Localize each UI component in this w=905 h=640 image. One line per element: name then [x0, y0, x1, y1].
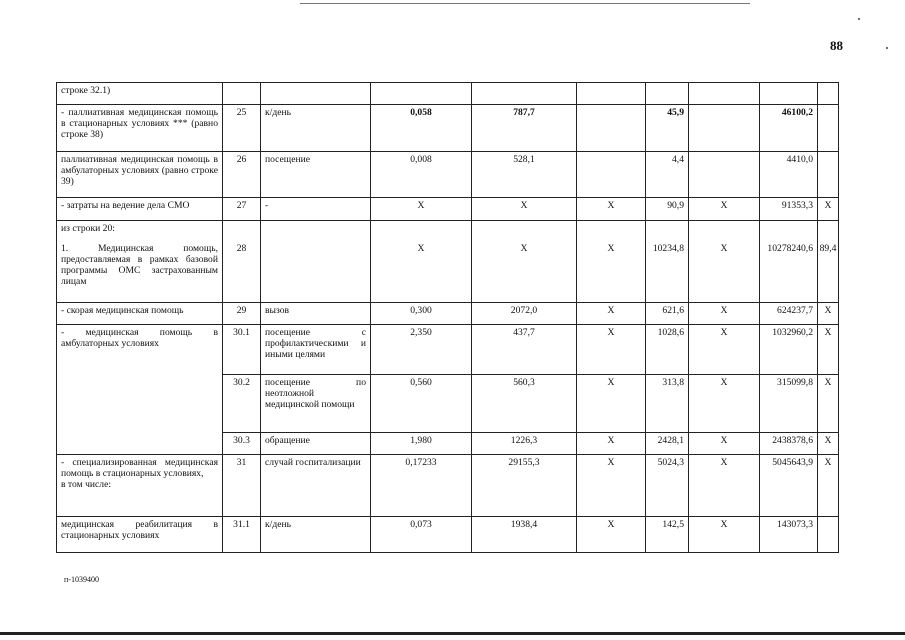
cell-c5: 1938,4 [472, 517, 577, 553]
cell-c6: Х [577, 303, 646, 325]
cell-c7: 2428,1 [646, 433, 689, 455]
cell-c10 [818, 83, 839, 105]
cell-c9: 10278240,6 [760, 221, 818, 303]
cell-c4: 0,058 [371, 105, 472, 152]
cell-c5: 787,7 [472, 105, 577, 152]
table-row [57, 105, 839, 152]
cell-c10: Х [818, 455, 839, 517]
row-name-cell [57, 83, 223, 105]
row-unit: обращение [261, 433, 371, 455]
cell-c10: Х [818, 433, 839, 455]
cell-c9: 1032960,2 [760, 325, 818, 375]
cell-c10: Х [818, 325, 839, 375]
row-name-cell [57, 198, 223, 221]
cell-c9: 624237,7 [760, 303, 818, 325]
row-name: - медицинская помощь в амбулаторных условиях [61, 327, 218, 349]
cell-c8 [689, 152, 760, 198]
cell-c5: Х [472, 221, 577, 303]
cell-c7: 142,5 [646, 517, 689, 553]
data-table [56, 82, 839, 553]
row-name: паллиативная медицинская помощь в амбулаторных условиях (равно строке 39) [61, 154, 218, 187]
cell-c9: 91353,3 [760, 198, 818, 221]
cell-c8: Х [689, 455, 760, 517]
row-name: из строки 20: [61, 223, 115, 234]
document-id: п-1039400 [64, 575, 99, 584]
row-number: 25 [223, 105, 261, 152]
row-number: 31.1 [223, 517, 261, 553]
cell-c7: 10234,8 [646, 221, 689, 303]
cell-c5: Х [472, 198, 577, 221]
cell-c4: 0,17233 [371, 455, 472, 517]
row-unit: посещение [261, 152, 371, 198]
row-number: 30.3 [223, 433, 261, 455]
cell-c8: Х [689, 375, 760, 433]
row-name: 1. Медицинская помощь, предоставляемая в рамках базовой программы ОМС застрахованным лицам [61, 243, 218, 287]
cell-c6: Х [577, 325, 646, 375]
cell-c7 [646, 83, 689, 105]
table-row [57, 221, 839, 303]
scan-speck [886, 47, 888, 49]
cell-c7: 1028,6 [646, 325, 689, 375]
page-number: 88 [830, 38, 843, 53]
cell-c6: Х [577, 517, 646, 553]
cell-c10: Х [818, 303, 839, 325]
cell-c5: 437,7 [472, 325, 577, 375]
cell-c8: Х [689, 517, 760, 553]
row-number: 30.1 [223, 325, 261, 375]
cell-c5: 528,1 [472, 152, 577, 198]
cell-c10 [818, 517, 839, 553]
row-unit: случай госпитализации [261, 455, 371, 517]
scan-edge-top [300, 3, 750, 4]
row-name-cell [57, 152, 223, 198]
row-unit: вызов [261, 303, 371, 325]
cell-c4: 0,560 [371, 375, 472, 433]
row-name-cell [57, 303, 223, 325]
scan-speck [858, 18, 860, 20]
table-row [57, 303, 839, 325]
table-row [57, 517, 839, 553]
cell-c7: 621,6 [646, 303, 689, 325]
cell-c6 [577, 105, 646, 152]
table-row [57, 198, 839, 221]
row-unit [261, 221, 371, 303]
table-row [57, 325, 839, 375]
cell-c5: 29155,3 [472, 455, 577, 517]
cell-c10 [818, 152, 839, 198]
row-number [223, 83, 261, 105]
cell-c4: Х [371, 221, 472, 303]
row-name-cell [57, 105, 223, 152]
cell-c7: 45,9 [646, 105, 689, 152]
cell-c4 [371, 83, 472, 105]
cell-c8: Х [689, 221, 760, 303]
cell-c6: Х [577, 198, 646, 221]
cell-c5: 2072,0 [472, 303, 577, 325]
row-number: 30.2 [223, 375, 261, 433]
cell-c8: Х [689, 198, 760, 221]
table-row [57, 455, 839, 517]
cell-c8 [689, 83, 760, 105]
cell-c4: 2,350 [371, 325, 472, 375]
cell-c7: 90,9 [646, 198, 689, 221]
cell-c7: 5024,3 [646, 455, 689, 517]
row-name: - паллиативная медицинская помощь в стационарных условиях *** (равно строке 38) [61, 107, 218, 140]
row-unit: к/день [261, 517, 371, 553]
row-unit [261, 83, 371, 105]
cell-c8: Х [689, 303, 760, 325]
row-name: в том числе: [61, 479, 112, 490]
row-name: - специализированная медицинская помощь в стационарных условиях, [61, 457, 218, 479]
row-number: 29 [223, 303, 261, 325]
cell-c10: 89,4 [818, 221, 839, 303]
cell-c6 [577, 152, 646, 198]
row-name-cell [57, 517, 223, 553]
cell-c6: Х [577, 221, 646, 303]
cell-c8 [689, 105, 760, 152]
cell-c9: 315099,8 [760, 375, 818, 433]
cell-c5 [472, 83, 577, 105]
cell-c5: 1226,3 [472, 433, 577, 455]
row-name: - скорая медицинская помощь [61, 305, 184, 316]
table-row [57, 83, 839, 105]
cell-c8: Х [689, 433, 760, 455]
row-unit: посещение по неотложной медицинской помощи [261, 375, 371, 433]
row-name: медицинская реабилитация в стационарных условиях [61, 519, 218, 541]
cell-c10: Х [818, 198, 839, 221]
cell-c4: 0,300 [371, 303, 472, 325]
cell-c6: Х [577, 375, 646, 433]
cell-c4: 1,980 [371, 433, 472, 455]
row-unit: - [261, 198, 371, 221]
cell-c4: Х [371, 198, 472, 221]
row-number: 28 [223, 221, 261, 303]
cell-c4: 0,073 [371, 517, 472, 553]
cell-c7: 4,4 [646, 152, 689, 198]
cell-c6: Х [577, 433, 646, 455]
row-unit: к/день [261, 105, 371, 152]
row-name: - затраты на ведение дела СМО [61, 200, 190, 211]
row-name: строке 32.1) [61, 85, 111, 96]
row-number: 26 [223, 152, 261, 198]
cell-c9 [760, 83, 818, 105]
row-number: 31 [223, 455, 261, 517]
cell-c9: 5045643,9 [760, 455, 818, 517]
cell-c6 [577, 83, 646, 105]
cell-c5: 560,3 [472, 375, 577, 433]
cell-c10 [818, 105, 839, 152]
cell-c8: Х [689, 325, 760, 375]
row-name-cell [57, 221, 223, 303]
cell-c7: 313,8 [646, 375, 689, 433]
cell-c10: Х [818, 375, 839, 433]
row-number: 27 [223, 198, 261, 221]
row-name-cell [57, 325, 223, 455]
cell-c9: 46100,2 [760, 105, 818, 152]
cell-c9: 143073,3 [760, 517, 818, 553]
row-name-cell [57, 455, 223, 517]
row-unit: посещение с профилактическими и иными целями [261, 325, 371, 375]
cell-c9: 2438378,6 [760, 433, 818, 455]
cell-c6: Х [577, 455, 646, 517]
scan-edge-bottom [0, 632, 905, 635]
table-row [57, 152, 839, 198]
cell-c9: 4410,0 [760, 152, 818, 198]
cell-c4: 0,008 [371, 152, 472, 198]
